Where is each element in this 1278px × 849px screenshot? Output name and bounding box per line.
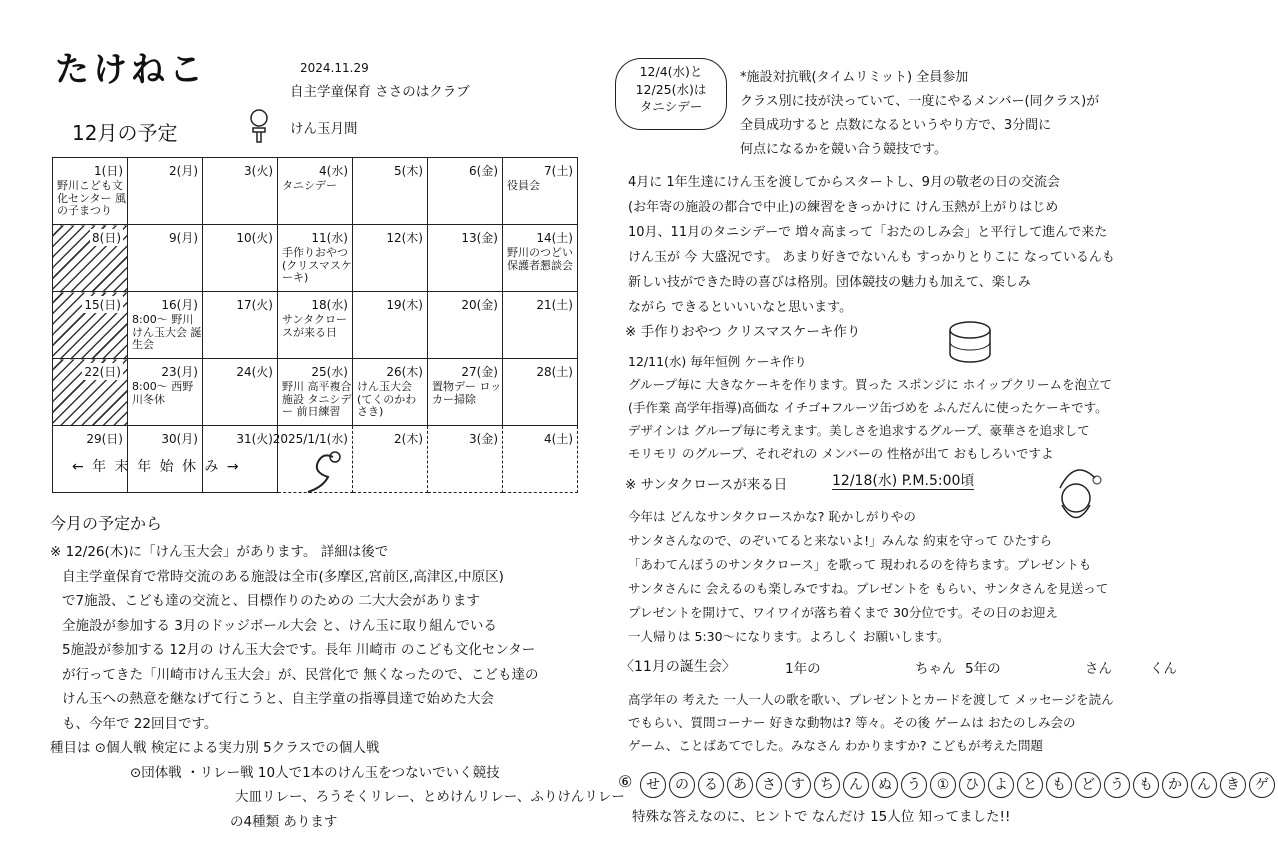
calendar-event: サンタクロースが来る日 bbox=[282, 313, 348, 339]
schedule-title: 12月の予定 bbox=[72, 121, 178, 145]
calendar-date: 20(金) bbox=[461, 298, 498, 312]
calendar-day bbox=[53, 359, 128, 426]
calendar-event: けん玉大会 (てくのかわさき) bbox=[357, 380, 417, 419]
santa-text bbox=[628, 505, 1108, 649]
calendar-day bbox=[53, 292, 128, 359]
calendar-date: 24(火) bbox=[236, 365, 273, 379]
text-line: 何点になるかを競い合う競技です。 bbox=[740, 142, 947, 157]
birthday-name-3: 5年の bbox=[965, 661, 1001, 677]
calendar-date: 18(水) bbox=[311, 298, 348, 312]
calendar-date: 17(火) bbox=[236, 298, 273, 312]
tanishi-day-text bbox=[740, 66, 1099, 162]
quiz-char: う bbox=[1104, 772, 1130, 798]
calendar-event: 置物デー ロッカー掃除 bbox=[432, 380, 502, 406]
calendar-date: 11(水) bbox=[311, 231, 348, 245]
calendar-date: 8(日) bbox=[92, 231, 121, 245]
text-line: 自主学童保育で常時交流のある施設は全市(多摩区,宮前区,高津区,中原区) bbox=[62, 568, 504, 585]
calendar-day bbox=[428, 158, 503, 225]
calendar-date: 6(金) bbox=[469, 164, 498, 178]
birthday-name-2: ちゃん bbox=[915, 661, 956, 677]
calendar-date: 13(金) bbox=[461, 231, 498, 245]
text-line: 今年は どんなサンタクロースかな? 恥かしがりやの bbox=[628, 509, 916, 524]
text-line: 4月に 1年生達にけん玉を渡してからスタートし、9月の敬老の日の交流会 bbox=[628, 175, 1060, 190]
cake-section-title: ※ 手作りおやつ クリスマスケーキ作り bbox=[625, 324, 861, 340]
calendar-date: 14(土) bbox=[536, 231, 573, 245]
calendar-date: 27(金) bbox=[461, 365, 498, 379]
text-line: クラス別に技が決っていて、一度にやるメンバー(同クラス)が bbox=[740, 94, 1100, 109]
issue-date: 2024.11.29 bbox=[300, 61, 369, 75]
calendar-date: 15(日) bbox=[84, 298, 121, 312]
birthday-section-title: 〈11月の誕生会〉 bbox=[620, 659, 736, 675]
text-line: ⊙団体戦 ・リレー戦 10人で1本のけん玉をつないでいく競技 bbox=[130, 764, 500, 781]
calendar-date: 12(木) bbox=[386, 231, 423, 245]
text-line: 種目は ⊙個人戦 検定による実力別 5クラスでの個人戦 bbox=[50, 740, 380, 756]
calendar-week bbox=[53, 225, 578, 292]
quiz-number: ⑥ bbox=[618, 772, 633, 791]
text-line: 5施設が参加する 12月の けん玉大会です。長年 川崎市 のこども文化センター bbox=[62, 642, 536, 658]
text-line: デザインは グループ毎に考えます。美しさを追求するグループ、豪華さを追求して bbox=[628, 423, 1090, 438]
calendar-date: 7(土) bbox=[544, 164, 573, 178]
quiz-char: さ bbox=[756, 772, 782, 798]
text-line: ※ 12/26(木)に「けん玉大会」があります。 詳細は後で bbox=[50, 544, 389, 560]
calendar-week bbox=[53, 359, 578, 426]
calendar-date: 2025/1/1(水) bbox=[272, 432, 348, 446]
calendar-event: 8:00〜 野川けん玉大会 誕生会 bbox=[132, 313, 202, 352]
text-line: 新しい技ができた時の喜びは格別。団体競技の魅力も加えて、楽しみ bbox=[628, 275, 1031, 290]
text-line: サンタさんに 会えるのも楽しみですね。プレゼントを もらい、サンタさんを見送って bbox=[628, 581, 1109, 596]
quiz-char: と bbox=[1017, 772, 1043, 798]
text-line: 高学年の 考えた 一人一人の歌を歌い、プレゼントとカードを渡して メッセージを読ん bbox=[628, 692, 1114, 707]
calendar-event: 野川 高平複合施設 タニシデー 前日練習 bbox=[282, 380, 352, 419]
calendar-date: 29(日) bbox=[86, 432, 123, 446]
calendar-date: 1(日) bbox=[94, 164, 123, 178]
calendar-week bbox=[53, 158, 578, 225]
calendar-week bbox=[53, 292, 578, 359]
kendama-month-label: けん玉月間 bbox=[290, 121, 358, 137]
december-calendar bbox=[52, 157, 578, 493]
santa-section-title: ※ サンタクロースが来る日 bbox=[625, 477, 788, 493]
calendar-day bbox=[128, 359, 203, 426]
quiz-char: ち bbox=[814, 772, 840, 798]
text-line: ゲーム、ことばあてでした。みなさん わかりますか? こどもが考えた問題 bbox=[628, 738, 1043, 753]
text-line: モリモリ のグループ、それぞれの メンバーの 性格が出て おもしろいですよ bbox=[628, 446, 1054, 461]
birthday-name-5: くん bbox=[1150, 661, 1177, 677]
newsletter-title: たけねこ bbox=[55, 50, 207, 90]
calendar-day bbox=[278, 292, 353, 359]
birthday-text bbox=[628, 688, 1114, 757]
text-line: 全施設が参加する 3月のドッジボール大会 と、けん玉に取り組んでいる bbox=[62, 617, 497, 634]
calendar-day bbox=[203, 225, 278, 292]
calendar-day bbox=[278, 225, 353, 292]
quiz-footer: 特殊な答えなのに、ヒントで なんだけ 15人位 知ってました!! bbox=[632, 809, 1011, 825]
calendar-day bbox=[503, 158, 578, 225]
calendar-day bbox=[353, 158, 428, 225]
calendar-event: 野川こども文化センター 風の子まつり bbox=[57, 179, 127, 218]
calendar-date: 22(日) bbox=[84, 365, 121, 379]
quiz-char: す bbox=[785, 772, 811, 798]
snake-icon bbox=[298, 447, 348, 501]
calendar-date: 4(土) bbox=[544, 432, 573, 446]
text-line: で7施設、こども達の交流と、目標作りのための 二大大会があります bbox=[62, 593, 480, 609]
text-line: でもらい、質問コーナー 好きな動物は? 等々。その後 ゲームは おたのしみ会の bbox=[628, 715, 1076, 730]
calendar-day bbox=[503, 426, 578, 493]
calendar-day bbox=[278, 359, 353, 426]
quiz-char: か bbox=[1162, 772, 1188, 798]
calendar-day bbox=[428, 292, 503, 359]
text-line: 全員成功すると 点数になるというやり方で、3分間に bbox=[740, 118, 1052, 133]
text-line: ながら できるといいいなと思います。 bbox=[628, 300, 853, 315]
text-line: けん玉への熱意を継なげて行こうと、自主学童の指導員達で始めた大会 bbox=[62, 691, 494, 707]
calendar-day bbox=[428, 426, 503, 493]
text-line: (お年寄の施設の都合で中止)の練習をきっかけに けん玉熱が上がりはじめ bbox=[628, 200, 1059, 215]
calendar-event: 野川のつどい 保護者懇談会 bbox=[507, 246, 573, 272]
calendar-date: 21(土) bbox=[536, 298, 573, 312]
text-line: プレゼントを開けて、ワイワイが落ち着くまで 30分位です。その日のお迎え bbox=[628, 605, 1058, 620]
calendar-date: 26(木) bbox=[386, 365, 423, 379]
calendar-day bbox=[503, 225, 578, 292]
calendar-event: 8:00〜 西野川冬休 bbox=[132, 380, 194, 406]
calendar-date: 2(月) bbox=[169, 164, 198, 178]
calendar-date: 28(土) bbox=[536, 365, 573, 379]
calendar-day bbox=[353, 359, 428, 426]
calendar-day bbox=[53, 225, 128, 292]
calendar-date: 3(火) bbox=[244, 164, 273, 178]
kendama-season-text bbox=[628, 170, 1115, 320]
quiz-char: せ bbox=[640, 772, 666, 798]
calendar-day bbox=[278, 158, 353, 225]
quiz-char: よ bbox=[988, 772, 1014, 798]
calendar-day bbox=[203, 292, 278, 359]
kendama-icon bbox=[245, 108, 273, 144]
calendar-day bbox=[128, 292, 203, 359]
calendar-day bbox=[503, 292, 578, 359]
text-line: 12/11(水) 毎年恒例 ケーキ作り bbox=[628, 354, 807, 369]
text-line: が行ってきた「川崎市けん玉大会」が、民営化で 無くなったので、こども達の bbox=[62, 666, 539, 683]
text-line: 「あわてんぼうのサンタクロース」を歌って 現われるのを待ちます。プレゼントも bbox=[628, 557, 1092, 572]
calendar-day bbox=[53, 158, 128, 225]
calendar-date: 31(火) bbox=[236, 432, 273, 446]
quiz-char: ゲ bbox=[1249, 772, 1275, 798]
calendar-date: 10(火) bbox=[236, 231, 273, 245]
calendar-event: 手作りおやつ (クリスマスケーキ) bbox=[282, 246, 352, 285]
calendar-event: タニシデー bbox=[282, 179, 337, 192]
calendar-day bbox=[503, 359, 578, 426]
calendar-day bbox=[353, 426, 428, 493]
quiz-char: ぬ bbox=[872, 772, 898, 798]
quiz-char: ん bbox=[1191, 772, 1217, 798]
quiz-char: き bbox=[1220, 772, 1246, 798]
quiz-char: も bbox=[1133, 772, 1159, 798]
calendar-day bbox=[353, 225, 428, 292]
calendar-day bbox=[428, 359, 503, 426]
year-end-holiday-label: ← 年 末 年 始 休 み → bbox=[72, 459, 241, 475]
calendar-day bbox=[128, 158, 203, 225]
text-line: 一人帰りは 5:30〜になります。よろしく お願いします。 bbox=[628, 629, 950, 644]
text-line: 大皿リレー、ろうそくリレー、とめけんリレー、ふりけんリレー bbox=[235, 789, 625, 805]
birthday-name-4: さん bbox=[1085, 661, 1112, 677]
left-section-title: 今月の予定から bbox=[50, 514, 163, 533]
quiz-char: ひ bbox=[959, 772, 985, 798]
calendar-day bbox=[353, 292, 428, 359]
calendar-date: 9(月) bbox=[169, 231, 198, 245]
calendar-date: 23(月) bbox=[161, 365, 198, 379]
calendar-event: 役員会 bbox=[507, 179, 540, 192]
calendar-date: 25(水) bbox=[311, 365, 348, 379]
calendar-day bbox=[128, 225, 203, 292]
text-line: 10月、11月のタニシデーで 増々高まって「おたのしみ会」と平行して進んで来た bbox=[628, 225, 1108, 240]
text-line: も、今年で 22回目です。 bbox=[62, 715, 218, 732]
quiz-char: う bbox=[901, 772, 927, 798]
text-line: *施設対抗戦(タイムリミット) 全員参加 bbox=[740, 70, 969, 85]
calendar-date: 30(月) bbox=[161, 432, 198, 446]
quiz-char: あ bbox=[727, 772, 753, 798]
tanishi-day-badge: 12/4(水)と 12/25(水)は タニシデー bbox=[615, 58, 727, 130]
calendar-day bbox=[203, 359, 278, 426]
birthday-name-1: 1年の bbox=[785, 661, 821, 677]
cake-text bbox=[628, 350, 1112, 465]
calendar-date: 4(水) bbox=[319, 164, 348, 178]
calendar-date: 16(月) bbox=[161, 298, 198, 312]
quiz-char: ん bbox=[843, 772, 869, 798]
calendar-date: 2(木) bbox=[394, 432, 423, 446]
text-line: (手作業 高学年指導)高価な イチゴ+フルーツ缶づめを ふんだんに使ったケーキです。 bbox=[628, 400, 1108, 415]
text-line: の4種類 あります bbox=[230, 813, 338, 830]
quiz-char: の bbox=[669, 772, 695, 798]
calendar-date: 3(金) bbox=[469, 432, 498, 446]
quiz-char: ど bbox=[1075, 772, 1101, 798]
text-line: サンタさんなので、のぞいてると来ないよ!」みんな 約束を守って ひたすら bbox=[628, 533, 1053, 548]
club-name: 自主学童保育 ささのはクラブ bbox=[290, 84, 470, 100]
quiz-char: も bbox=[1046, 772, 1072, 798]
text-line: けん玉が 今 大盛況です。 あまり好きでないんも すっかりとりこに なっているんも bbox=[628, 250, 1115, 265]
quiz-char: る bbox=[698, 772, 724, 798]
quiz-char: ① bbox=[930, 772, 956, 798]
calendar-day bbox=[203, 158, 278, 225]
calendar-date: 5(木) bbox=[394, 164, 423, 178]
calendar-date: 19(木) bbox=[386, 298, 423, 312]
calendar-day bbox=[428, 225, 503, 292]
kendama-tournament-text bbox=[50, 540, 625, 834]
text-line: グループ毎に 大きなケーキを作ります。買った スポンジに ホイップクリームを泡立て bbox=[628, 377, 1112, 392]
santa-date: 12/18(水) P.M.5:00頃 bbox=[832, 473, 975, 489]
quiz-puzzle bbox=[640, 772, 1278, 798]
